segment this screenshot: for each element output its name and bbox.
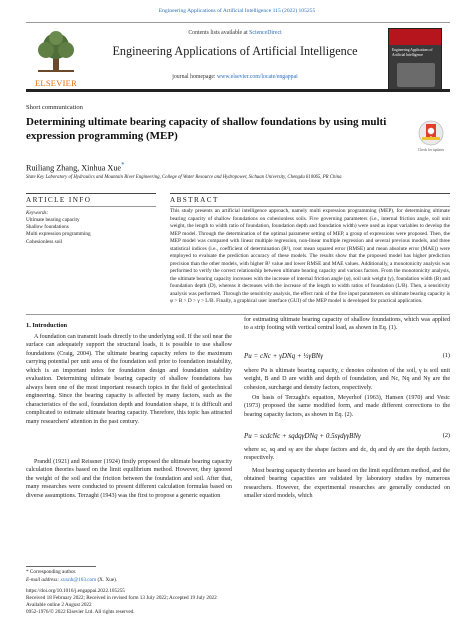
abstract-bottom-rule [170,206,450,207]
equation-1-number: (1) [442,352,450,359]
article-info-bottom-rule [26,206,156,207]
column2-paragraph-4: where sc, sq and sγ are the shape factors and dc, dq and dγ are the depth factors, respectively. [244,447,450,462]
journal-homepage [96,74,374,80]
keyword-item: Shallow foundations [26,224,69,231]
corresponding-author-mark[interactable]: * [121,162,125,169]
introduction-paragraph-1: A foundation can transmit loads directly to the underlying soil. If the soil near the surface can adequately support the structural loads, it is possible to use shallow foundations (Craig, 2004). The ultimate bearing capacity refers to the maximum carrying potential per unit area of the foundation soil prior to foundation instability, which is an important index for foundation design and foundation stability evaluation. Determining ultimate bearing capacity of shallow foundations has always been one of the most important research topics in the field of geotechnical engineering. Since the bearing capacity is affected by many factors, such as the characteristics of the soil, foundation depth and foundation shape, it is difficult and complicated to estimate ultimate bearing capacity. Therefore, this topic has attracted many researchers' attention in the past century. [26,334,232,425]
abstract-top-rule [170,193,450,194]
cover-art [397,63,435,87]
contents-line [96,30,374,36]
footnote-rule [26,566,96,567]
column2-paragraph-2: where Pu is ultimate bearing capacity, c denotes cohesion of the soil, γ is soil unit weight, B and D are width and depth of foundation, and Nc, Nq and Nγ are the cohesion, surcharge and density factors, respectively. [244,368,450,391]
abstract-text: This study presents an artificial intelligence approach, namely multi expression programming (MEP), for determining ultimate bearing capacity of shallow foundations on cohesionless soils. Five governing parameters (i.e., internal friction angle, soil unit weight, the length to width ratio of foundation, foundation depth and foundation width) were used as input variables to develop the MEP model. Through the determination of the optimal parameter setting of MEP, a group of expressions were proposed. Then, the MEP model was compared with linear multiple regression, non-linear multiple regression and several previous models, and three statistical indices (i.e., coefficient of determination (R²), root mean squared error (RMSE) and mean absolute error (MAE)) were employed to evaluate the prediction accuracy of these models. The results show that the proposed model has higher prediction precision than the other models, with higher R² value and lower RMSE and MAE values. Additionally, a monotonicity analysis was performed to verify the correct relationship between ultimate bearing capacity and various factors. From the monotonicity analysis, the ultimate bearing capacity increases with the increase of internal friction angle (φ), soil unit weight (γ), foundation width (B) and foundation depth (D), whereas it decreases with the increase of the length to width ratios of foundation (L/B). Then, a sensitivity analysis was performed. Through the sensitivity analysis, the effect rank of the five input parameters on ultimate bearing capacity is φ > B > D > γ > L/B. Finally, a graphical user interface (GUI) of the MEP model is developed for practical application. [170,208,450,305]
corresponding-author-note: * Corresponding author. [26,569,77,575]
keyword-item: Ultimate bearing capacity [26,217,80,223]
available-online-date: Available online 2 August 2022 [26,602,92,608]
body-separator-rule [26,314,450,315]
doi-link[interactable]: https://doi.org/10.1016/j.engappai.2022.105255 [26,588,125,594]
contents-prefix: Contents lists available at [188,30,250,36]
column2-paragraph-5: Most bearing capacity theories are based on the limit equilibrium method, and the obtained bearing capacities are validated by laboratory studies by numerous researchers. However, the experimental researches are generally conducted on smaller sized models, which [244,468,450,500]
journal-citation: Engineering Applications of Artificial Intelligence 115 (2022) 105255 [158,8,316,14]
column2-paragraph-3: On basis of Terzaghi's equation, Meyerhof (1963), Hansen (1970) and Vesic (1973) proposed the same modified form, and made different corrections to the bearing capacity factors, as shown in Eq. (2). [244,395,450,418]
article-type: Short communication [26,104,83,111]
email-suffix: (X. Xue). [96,577,118,583]
journal-title[interactable]: Engineering Applications of Artificial Intelligence [112,44,358,58]
received-dates: Received 18 February 2022; Received in revised form 13 July 2022; Accepted 19 July 2022 [26,595,217,601]
keywords-list [26,217,156,246]
elsevier-logo[interactable] [26,30,86,88]
article-info-top-rule [26,193,156,194]
affiliation: State Key Laboratory of Hydraulics and Mountain River Engineering, College of Water Resource and Hydropower, Sichuan University, Chengdu 610065, PR China [26,175,342,180]
author-names[interactable]: Ruiliang Zhang, Xinhua Xue [26,163,122,173]
introduction-heading: 1. Introduction [26,322,68,329]
homepage-prefix: journal homepage: [172,74,217,80]
equation-1-body: Pu = cNc + γDNq + ½γBNγ [244,352,324,360]
email-line [26,577,286,584]
email-label: E-mail address: [26,577,61,583]
equation-2 [244,432,450,440]
author-line [26,162,124,173]
equation-2-number: (2) [442,432,450,439]
author-email-link[interactable]: xuxnh@163.com [60,577,97,583]
crossmark-label[interactable]: Check for updates [417,148,445,152]
journal-cover-thumbnail[interactable] [388,28,442,90]
introduction-paragraph-2: Prandtl (1921) and Reissner (1924) firstly proposed the ultimate bearing capacity calculation theories based on the limit equilibrium method. However, they ignored the weight of the soil and the friction between the foundation and soil. After that, many researches were conducted to present different calculation formulas based on diverse assumptions. Terzaghi (1943) was the first to propose a generic equation [26,459,232,499]
keywords-label: Keywords: [26,210,49,216]
sciencedirect-link[interactable]: ScienceDirect [249,30,282,36]
keyword-item: Multi expression programming [26,231,91,238]
abstract-heading: ABSTRACT [170,196,219,204]
keyword-item: Cohesionless soil [26,238,63,245]
cover-strip [389,29,441,45]
equation-1 [244,352,450,360]
article-title: Determining ultimate bearing capacity of shallow foundations by using multi expression programming (MEP) [26,116,387,143]
issn-copyright: 0952-1976/© 2022 Elsevier Ltd. All rights reserved. [26,609,135,615]
elsevier-tree-icon [34,30,78,74]
column2-paragraph-1: for estimating ultimate bearing capacity of shallow foundations, which was applied to a strip footing with vertical central load, as shown in Eq. (1). [244,317,450,332]
publisher-name: ELSEVIER [35,79,77,88]
equation-2-body: Pu = scdcNc + sqdqγDNq + 0.5sγdγγBNγ [244,432,361,440]
crossmark-icon[interactable] [418,120,444,146]
cover-title: Engineering Applications of Artificial Intelligence [392,48,433,57]
article-info-heading: ARTICLE INFO [26,196,92,204]
homepage-link[interactable]: www.elsevier.com/locate/engappai [217,74,298,80]
